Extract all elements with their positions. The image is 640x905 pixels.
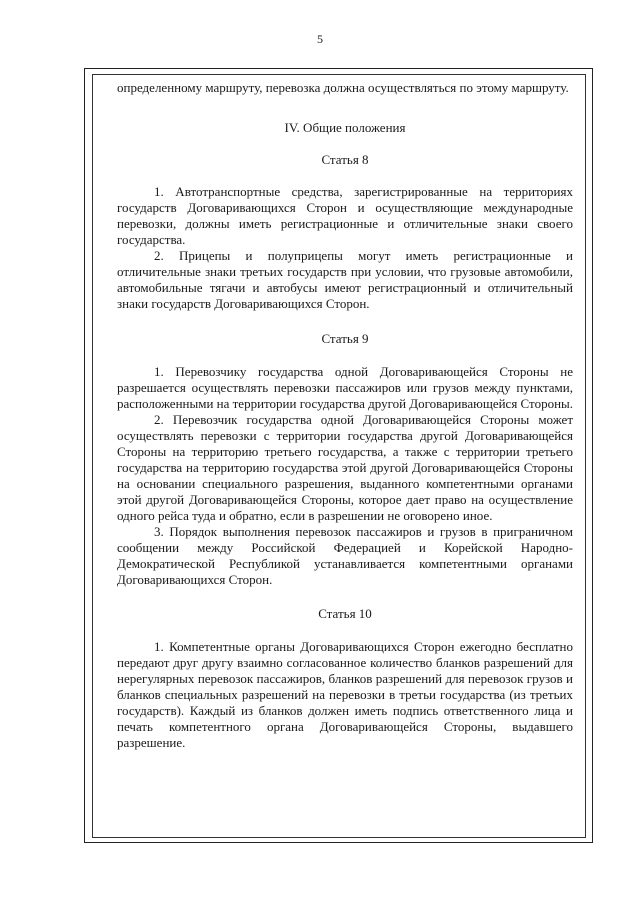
- article-8-paragraph-1: 1. Автотранспортные средства, зарегистрированные на территориях государств Договаривающихся Сторон и осуществляющие международные перевозки, должны иметь регистрационные и отличительные знаки своего государства.: [117, 184, 573, 247]
- article-9-paragraph-1: 1. Перевозчику государства одной Договаривающейся Стороны не разрешается осуществлять перевозки пассажиров или грузов между пунктами, расположенными на территории государства другой Договаривающейся Стороны.: [117, 364, 574, 411]
- article-8-paragraph-2: 2. Прицепы и полуприцепы могут иметь регистрационные и отличительные знаки третьих государств при условии, что грузовые автомобили, автомобильные тягачи и автобусы имеют регистрационный и отличительный знаки государств Договаривающихся Сторон.: [117, 248, 573, 311]
- section-title: IV. Общие положения: [284, 120, 406, 135]
- article-9-title: Статья 9: [321, 331, 369, 346]
- page-number: 5: [317, 32, 323, 46]
- article-10-paragraph-1: 1. Компетентные органы Договаривающихся Сторон ежегодно бесплатно передают друг другу взаимно согласованное количество бланков разрешений для нерегулярных перевозок пассажиров, бланков разрешений для перевозок грузов и бланков специальных разрешений на перевозки в третьи государства (из третьих государств). Каждый из бланков должен иметь подпись ответственного лица и печать компетентного органа Договаривающейся Стороны, выдавшего разрешение.: [117, 639, 573, 750]
- document-body: [117, 80, 573, 751]
- article-9-paragraph-2: 2. Перевозчик государства одной Договаривающейся Стороны может осуществлять перевозки с территории государства другой Договаривающейся Стороны на территорию третьего государства, а также с территории третьего государства на территорию государства этой другой Договаривающейся Стороны на основании специального разрешения, выданного компетентными органами этой другой Договаривающейся Стороны, которое дает право на осуществление одного рейса туда и обратно, если в разрешении не оговорено иное.: [117, 412, 573, 523]
- article-10-title: Статья 10: [318, 606, 372, 621]
- article-8-title: Статья 8: [321, 152, 369, 167]
- article-9-paragraph-3: 3. Порядок выполнения перевозок пассажиров и грузов в приграничном сообщении между Российской Федерацией и Корейской Народно-Демократической Республикой устанавливается компетентными органами Договаривающихся Сторон.: [117, 524, 573, 587]
- intro-paragraph: определенному маршруту, перевозка должна осуществляться по этому маршруту.: [117, 80, 569, 95]
